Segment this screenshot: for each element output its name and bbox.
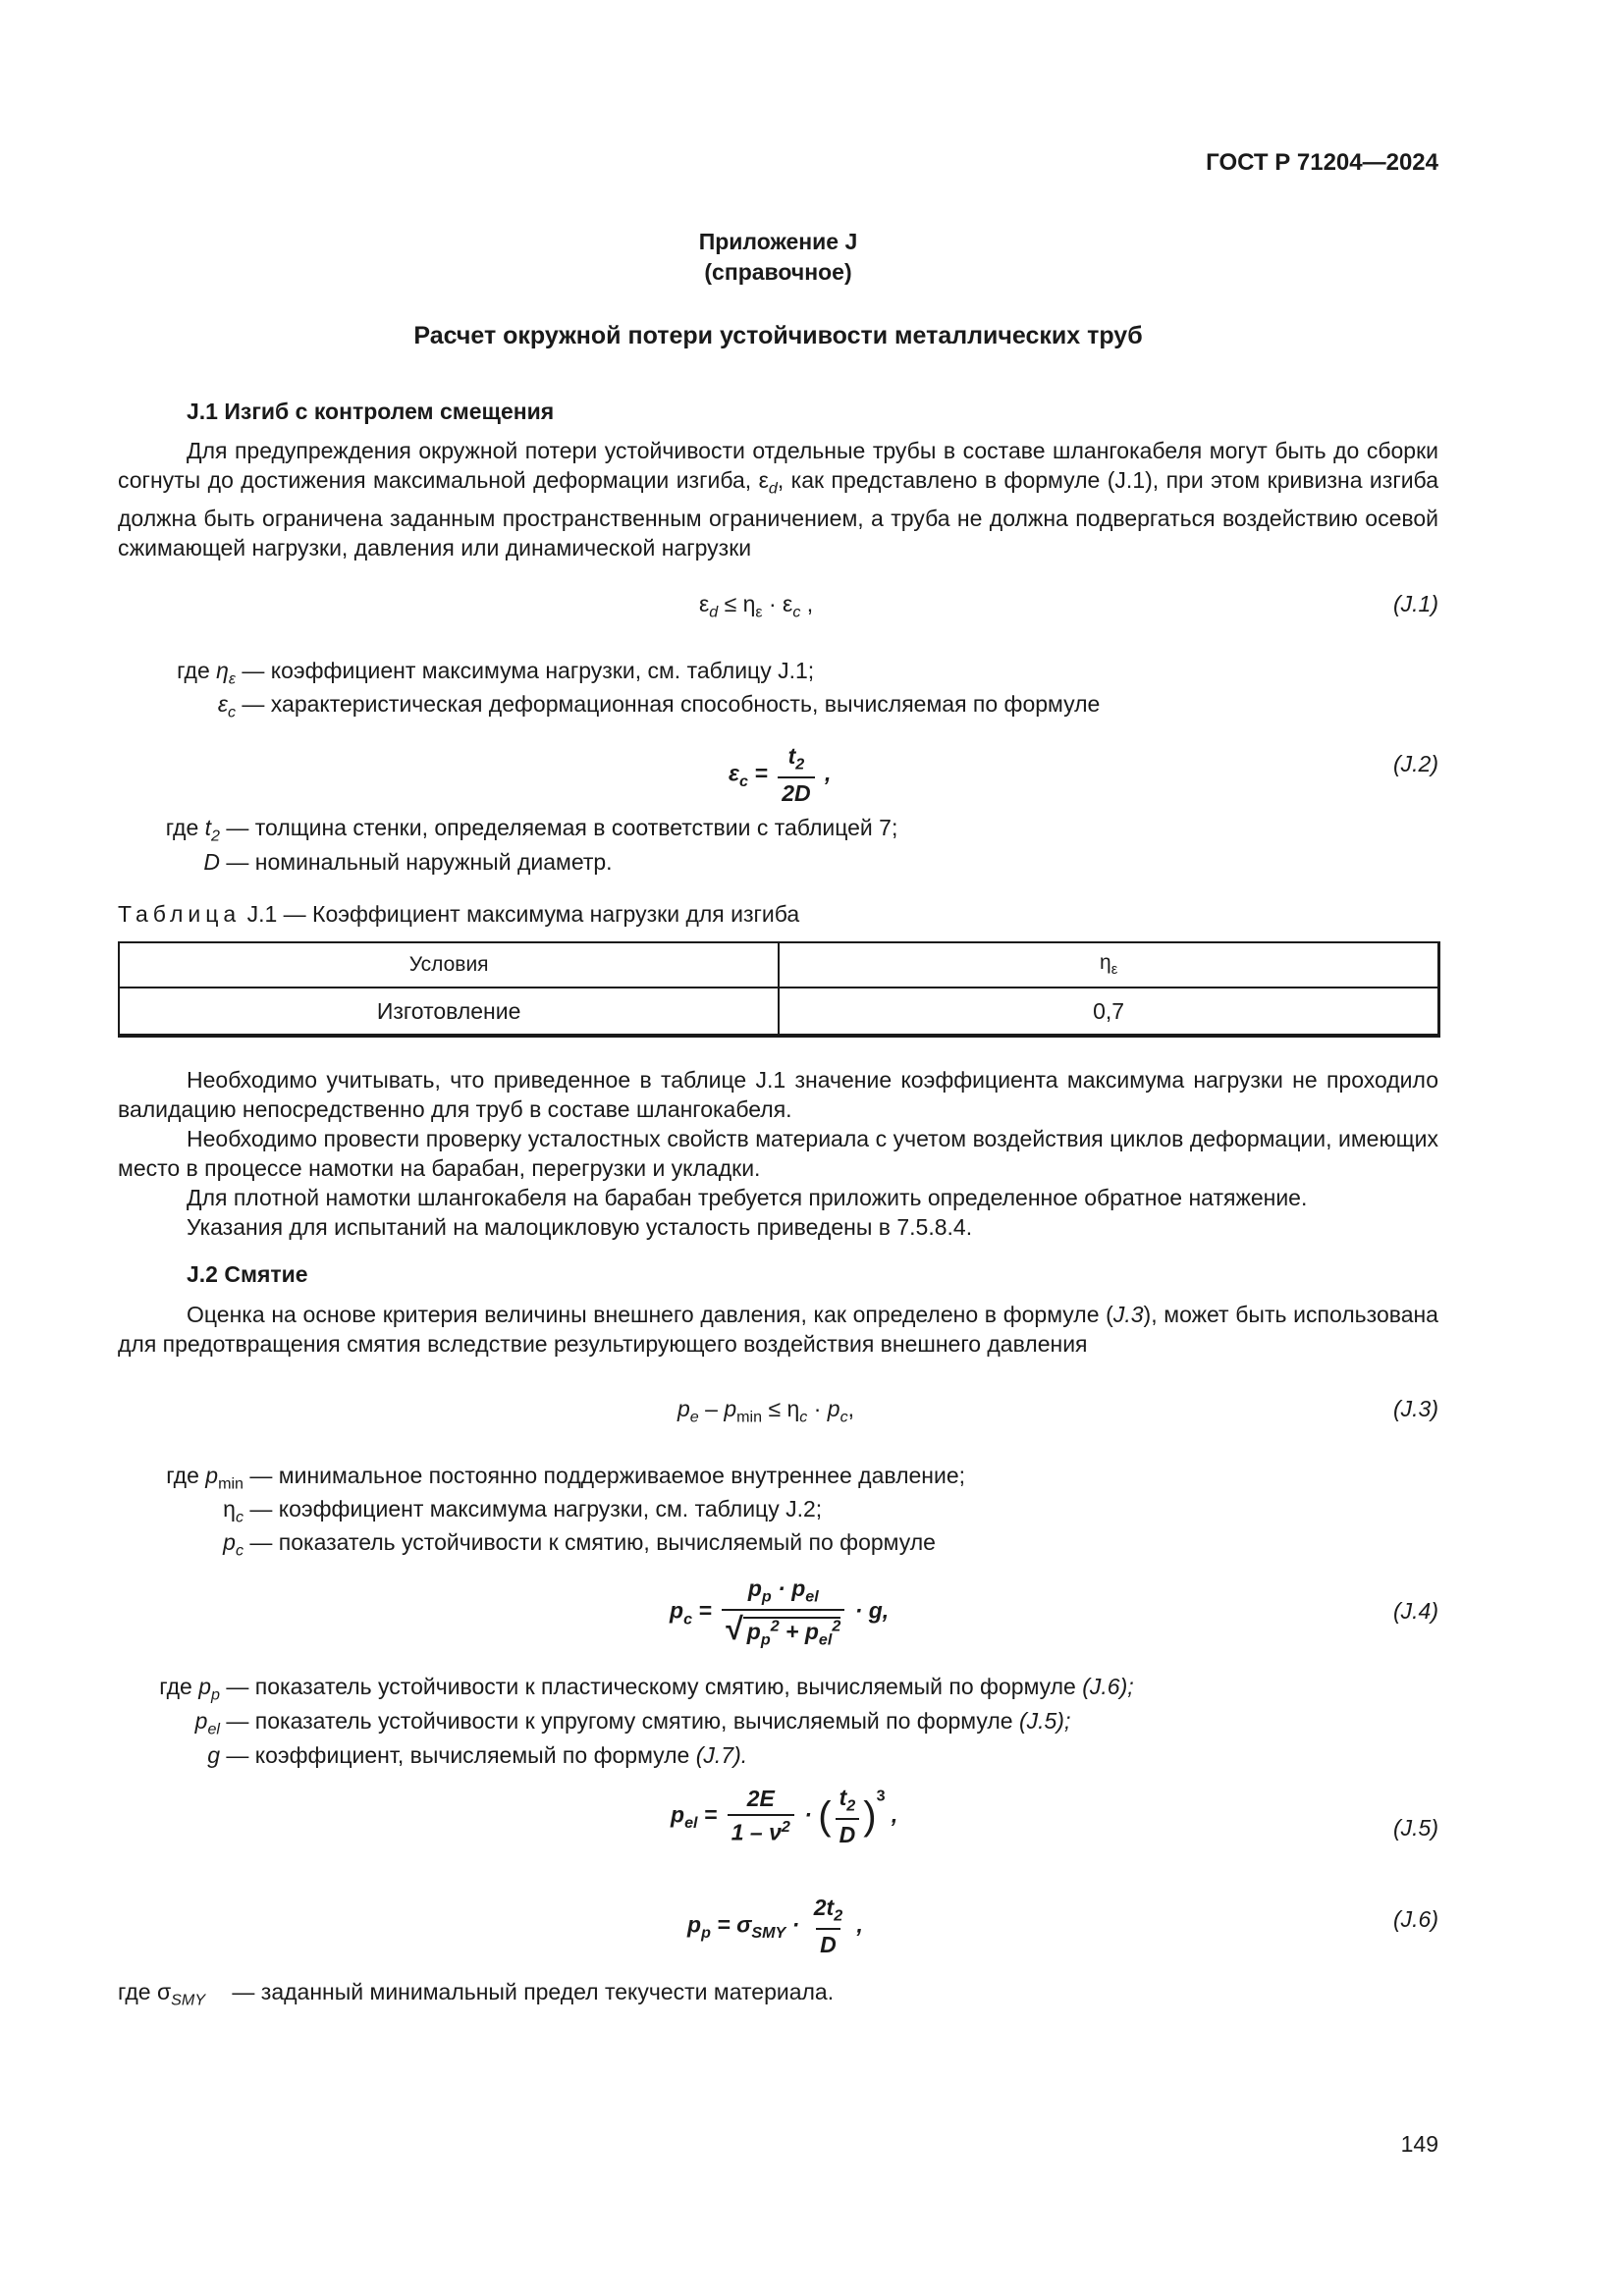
where-item: где $p_{min}$ — минимальное постоянно поддерживаемое внутреннее давление; xyxy=(166,1463,966,1493)
equation-number-j3: (J.3) xyxy=(1393,1396,1438,1421)
annex-title: Расчет окружной потери устойчивости металлических труб xyxy=(413,322,1143,349)
section-heading-j1: J.1 Изгиб с контролем смещения xyxy=(187,399,555,424)
paragraph-note: Необходимо учитывать, что приведенное в таблице J.1 значение коэффициента максимума нагрузки не проходило валидацию непосредственно для труб в составе шлангокабеля. xyxy=(118,1067,1438,1122)
annex-type: (справочное) xyxy=(704,259,852,285)
paragraph-note: Указания для испытаний на малоцикловую усталость приведены в 7.5.8.4. xyxy=(187,1214,973,1240)
formula-j2: $\varepsilon_c$ = $\frac{t_2}{2D}$ , xyxy=(729,743,832,806)
formula-j6: $p_p = \sigma_{SMY}$ · $\frac{2t_2}{D}$ , xyxy=(687,1895,863,1957)
where-item: g — коэффициент, вычисляемый по формуле (J.7). xyxy=(207,1742,748,1768)
where-item: где $\eta_\varepsilon$ — коэффициент максимума нагрузки, см. таблицу J.1; xyxy=(177,658,815,688)
where-item: $p_{el}$ — показатель устойчивости к упругому смятию, вычисляемый по формуле (J.5); xyxy=(194,1708,1071,1738)
equation-number-j1: (J.1) xyxy=(1393,591,1438,616)
where-item: где $\sigma_{SMY}$ — заданный минимальный предел текучести материала. xyxy=(118,1979,835,2009)
annex-label: Приложение J xyxy=(698,229,858,254)
equation-number-j6: (J.6) xyxy=(1393,1906,1438,1932)
paragraph-j1-intro: Для предупреждения окружной потери устойчивости отдельные трубы в составе шлангокабеля могут быть до сборки согнуты до достижения максимальной деформации изгиба, $\varepsilon_d$, как представлено в формуле (J.1), при этом кривизна изгиба должна быть ограничена заданным пространственным ограничением, а труба не должна подвергаться воздействию осевой сжимающей нагрузки, давления или динамической нагрузки xyxy=(118,438,1438,561)
table-cell-condition: Изготовление xyxy=(119,988,779,1036)
formula-j4: $p_c$ = $\frac{p_p \cdot p_{el}}{√ p_p^2 + p_{el}^2}$ · g, xyxy=(670,1575,890,1649)
where-item: $\eta_c$ — коэффициент максимума нагрузки, см. таблицу J.2; xyxy=(223,1496,823,1526)
formula-j3: $p_e - p_{min} \le \eta_c \cdot p_c$, xyxy=(677,1396,854,1426)
table-cell-value: 0,7 xyxy=(779,988,1438,1036)
where-item: D — номинальный наружный диаметр. xyxy=(203,849,613,875)
where-item: где $p_p$ — показатель устойчивости к пластическому смятию, вычисляемый по формуле (J.6); xyxy=(159,1674,1134,1704)
where-item: $\varepsilon_c$ — характеристическая деформационная способность, вычисляемая по формуле xyxy=(217,691,1101,721)
formula-j1: $\varepsilon_d \le \eta_\varepsilon \cdot \varepsilon_c$ , xyxy=(699,591,814,621)
equation-number-j5: (J.5) xyxy=(1393,1815,1438,1841)
equation-number-j2: (J.2) xyxy=(1393,751,1438,776)
column-header-eta: $\eta_\varepsilon$ xyxy=(779,942,1438,988)
paragraph-note: Необходимо провести проверку усталостных свойств материала с учетом воздействия циклов деформации, имеющих место в процессе намотки на барабан, перегрузки и укладки. xyxy=(118,1126,1438,1181)
table-header-row xyxy=(119,942,1439,988)
equation-number-j4: (J.4) xyxy=(1393,1598,1438,1624)
table-j1 xyxy=(118,941,1440,1038)
column-header-conditions: Условия xyxy=(119,942,779,988)
where-item: где $t_2$ — толщина стенки, определяемая в соответствии с таблицей 7; xyxy=(165,815,898,845)
paragraph-note: Для плотной намотки шлангокабеля на барабан требуется приложить определенное обратное натяжение. xyxy=(187,1185,1308,1210)
table-row xyxy=(119,988,1439,1036)
section-heading-j2: J.2 Смятие xyxy=(187,1261,308,1287)
formula-j5: $p_{el}$ = $\frac{2E}{1 - \nu^2}$ · ( $\frac{t_2}{D}$ )$^3$ , xyxy=(671,1785,898,1847)
page-number: 149 xyxy=(1400,2131,1438,2157)
document-id: ГОСТ Р 71204—2024 xyxy=(1206,149,1438,176)
paragraph-j2-intro: Оценка на основе критерия величины внешнего давления, как определено в формуле (J.3), может быть использована для предотвращения смятия вследствие результирующего воздействия внешнего давления xyxy=(118,1302,1438,1357)
where-item: $p_c$ — показатель устойчивости к смятию, вычисляемый по формуле xyxy=(223,1529,936,1560)
table-caption: Таблица J.1 — Коэффициент максимума нагрузки для изгиба xyxy=(118,901,800,927)
